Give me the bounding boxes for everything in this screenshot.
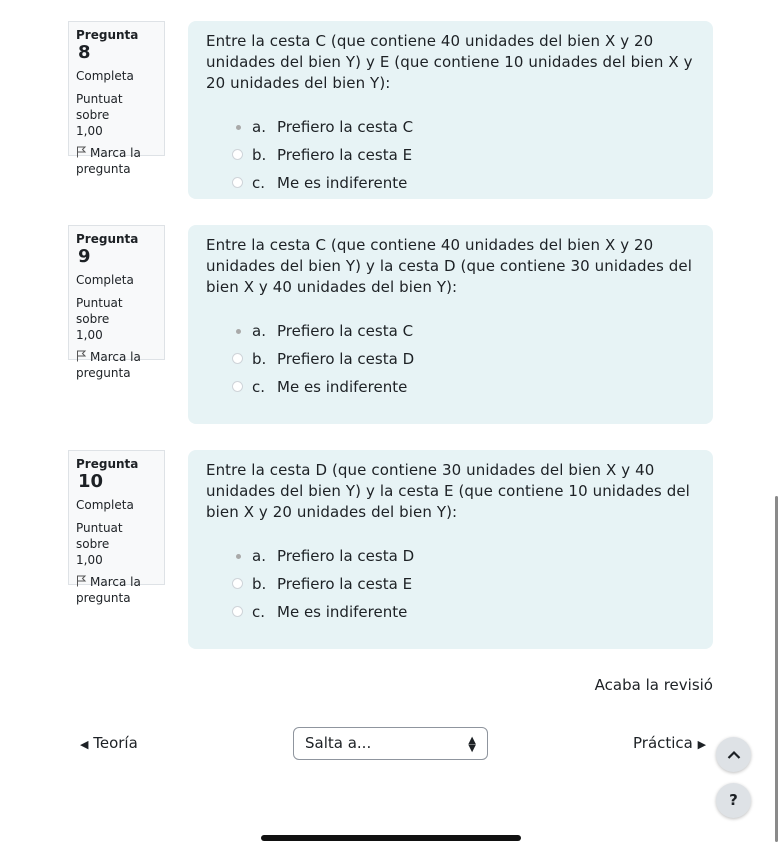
flag-question-link[interactable]: Marca la pregunta [76,575,141,605]
answer-list [206,317,697,401]
flag-question-link[interactable]: Marca la pregunta [76,146,141,176]
question-content-9 [188,225,713,424]
radio-button[interactable] [232,550,243,561]
flag-question-link[interactable]: Marca la pregunta [76,350,141,380]
answer-option-c[interactable]: c. Me es indiferente [206,373,697,401]
question-text: Entre la cesta C (que contiene 40 unidades del bien X y 20 unidades del bien Y) y E (que contiene 10 unidades del bien X y 20 unidades del bien Y): [206,32,693,92]
home-indicator [261,835,521,841]
question-grade: Puntuat sobre 1,00 [76,92,123,138]
question-number: Pregunta 9 [76,232,139,267]
finish-review-link[interactable]: Acaba la revisió [594,676,713,694]
answer-option-b[interactable]: b. Prefiero la cesta E [206,570,697,598]
help-button[interactable] [716,783,751,818]
answer-option-c[interactable]: c. Me es indiferente [206,598,697,626]
triangle-right-icon: ▶ [697,738,707,751]
answer-option-c[interactable]: c. Me es indiferente [206,169,697,197]
flag-icon [76,575,87,587]
question-info-9 [68,225,165,380]
answer-option-b[interactable]: b. Prefiero la cesta D [206,345,697,373]
previous-activity-link[interactable]: ◀ Teoría [80,734,138,752]
question-info-8 [68,21,165,176]
radio-button[interactable] [232,381,243,392]
radio-button[interactable] [232,606,243,617]
radio-button[interactable] [232,578,243,589]
answer-list [206,113,697,197]
radio-button[interactable] [232,325,243,336]
question-number: Pregunta 10 [76,457,139,492]
question-state: Completa [76,273,134,287]
answer-option-b[interactable]: b. Prefiero la cesta E [206,141,697,169]
question-grade: Puntuat sobre 1,00 [76,296,123,342]
flag-icon [76,350,87,362]
question-state: Completa [76,498,134,512]
answer-option-a[interactable]: a. Prefiero la cesta C [206,113,697,141]
select-arrows-icon: ▲ ▼ [468,735,476,754]
question-text: Entre la cesta D (que contiene 30 unidades del bien X y 40 unidades del bien Y) y la cesta E (que contiene 10 unidades del bien X y 20 unidades del bien Y): [206,461,690,521]
question-grade: Puntuat sobre 1,00 [76,521,123,567]
scroll-to-top-button[interactable] [716,737,751,772]
radio-button[interactable] [232,177,243,188]
flag-icon [76,146,87,158]
scrollbar[interactable] [775,496,778,842]
question-info-10 [68,450,165,605]
next-activity-link[interactable]: Práctica ▶ [633,734,707,752]
question-content-10 [188,450,713,649]
question-number: Pregunta 8 [76,28,139,63]
answer-list [206,542,697,626]
help-icon: ? [729,791,738,809]
chevron-up-icon [727,750,741,760]
radio-button[interactable] [232,149,243,160]
question-text: Entre la cesta C (que contiene 40 unidades del bien X y 20 unidades del bien Y) y la cesta D (que contiene 30 unidades del bien X y 40 unidades del bien Y): [206,236,692,296]
answer-option-a[interactable]: a. Prefiero la cesta D [206,542,697,570]
radio-button[interactable] [232,353,243,364]
radio-button[interactable] [232,121,243,132]
question-content-8 [188,21,713,199]
answer-option-a[interactable]: a. Prefiero la cesta C [206,317,697,345]
triangle-left-icon: ◀ [80,738,89,751]
question-state: Completa [76,69,134,83]
jump-to-select[interactable]: Salta a... ▲ ▼ [293,727,488,760]
